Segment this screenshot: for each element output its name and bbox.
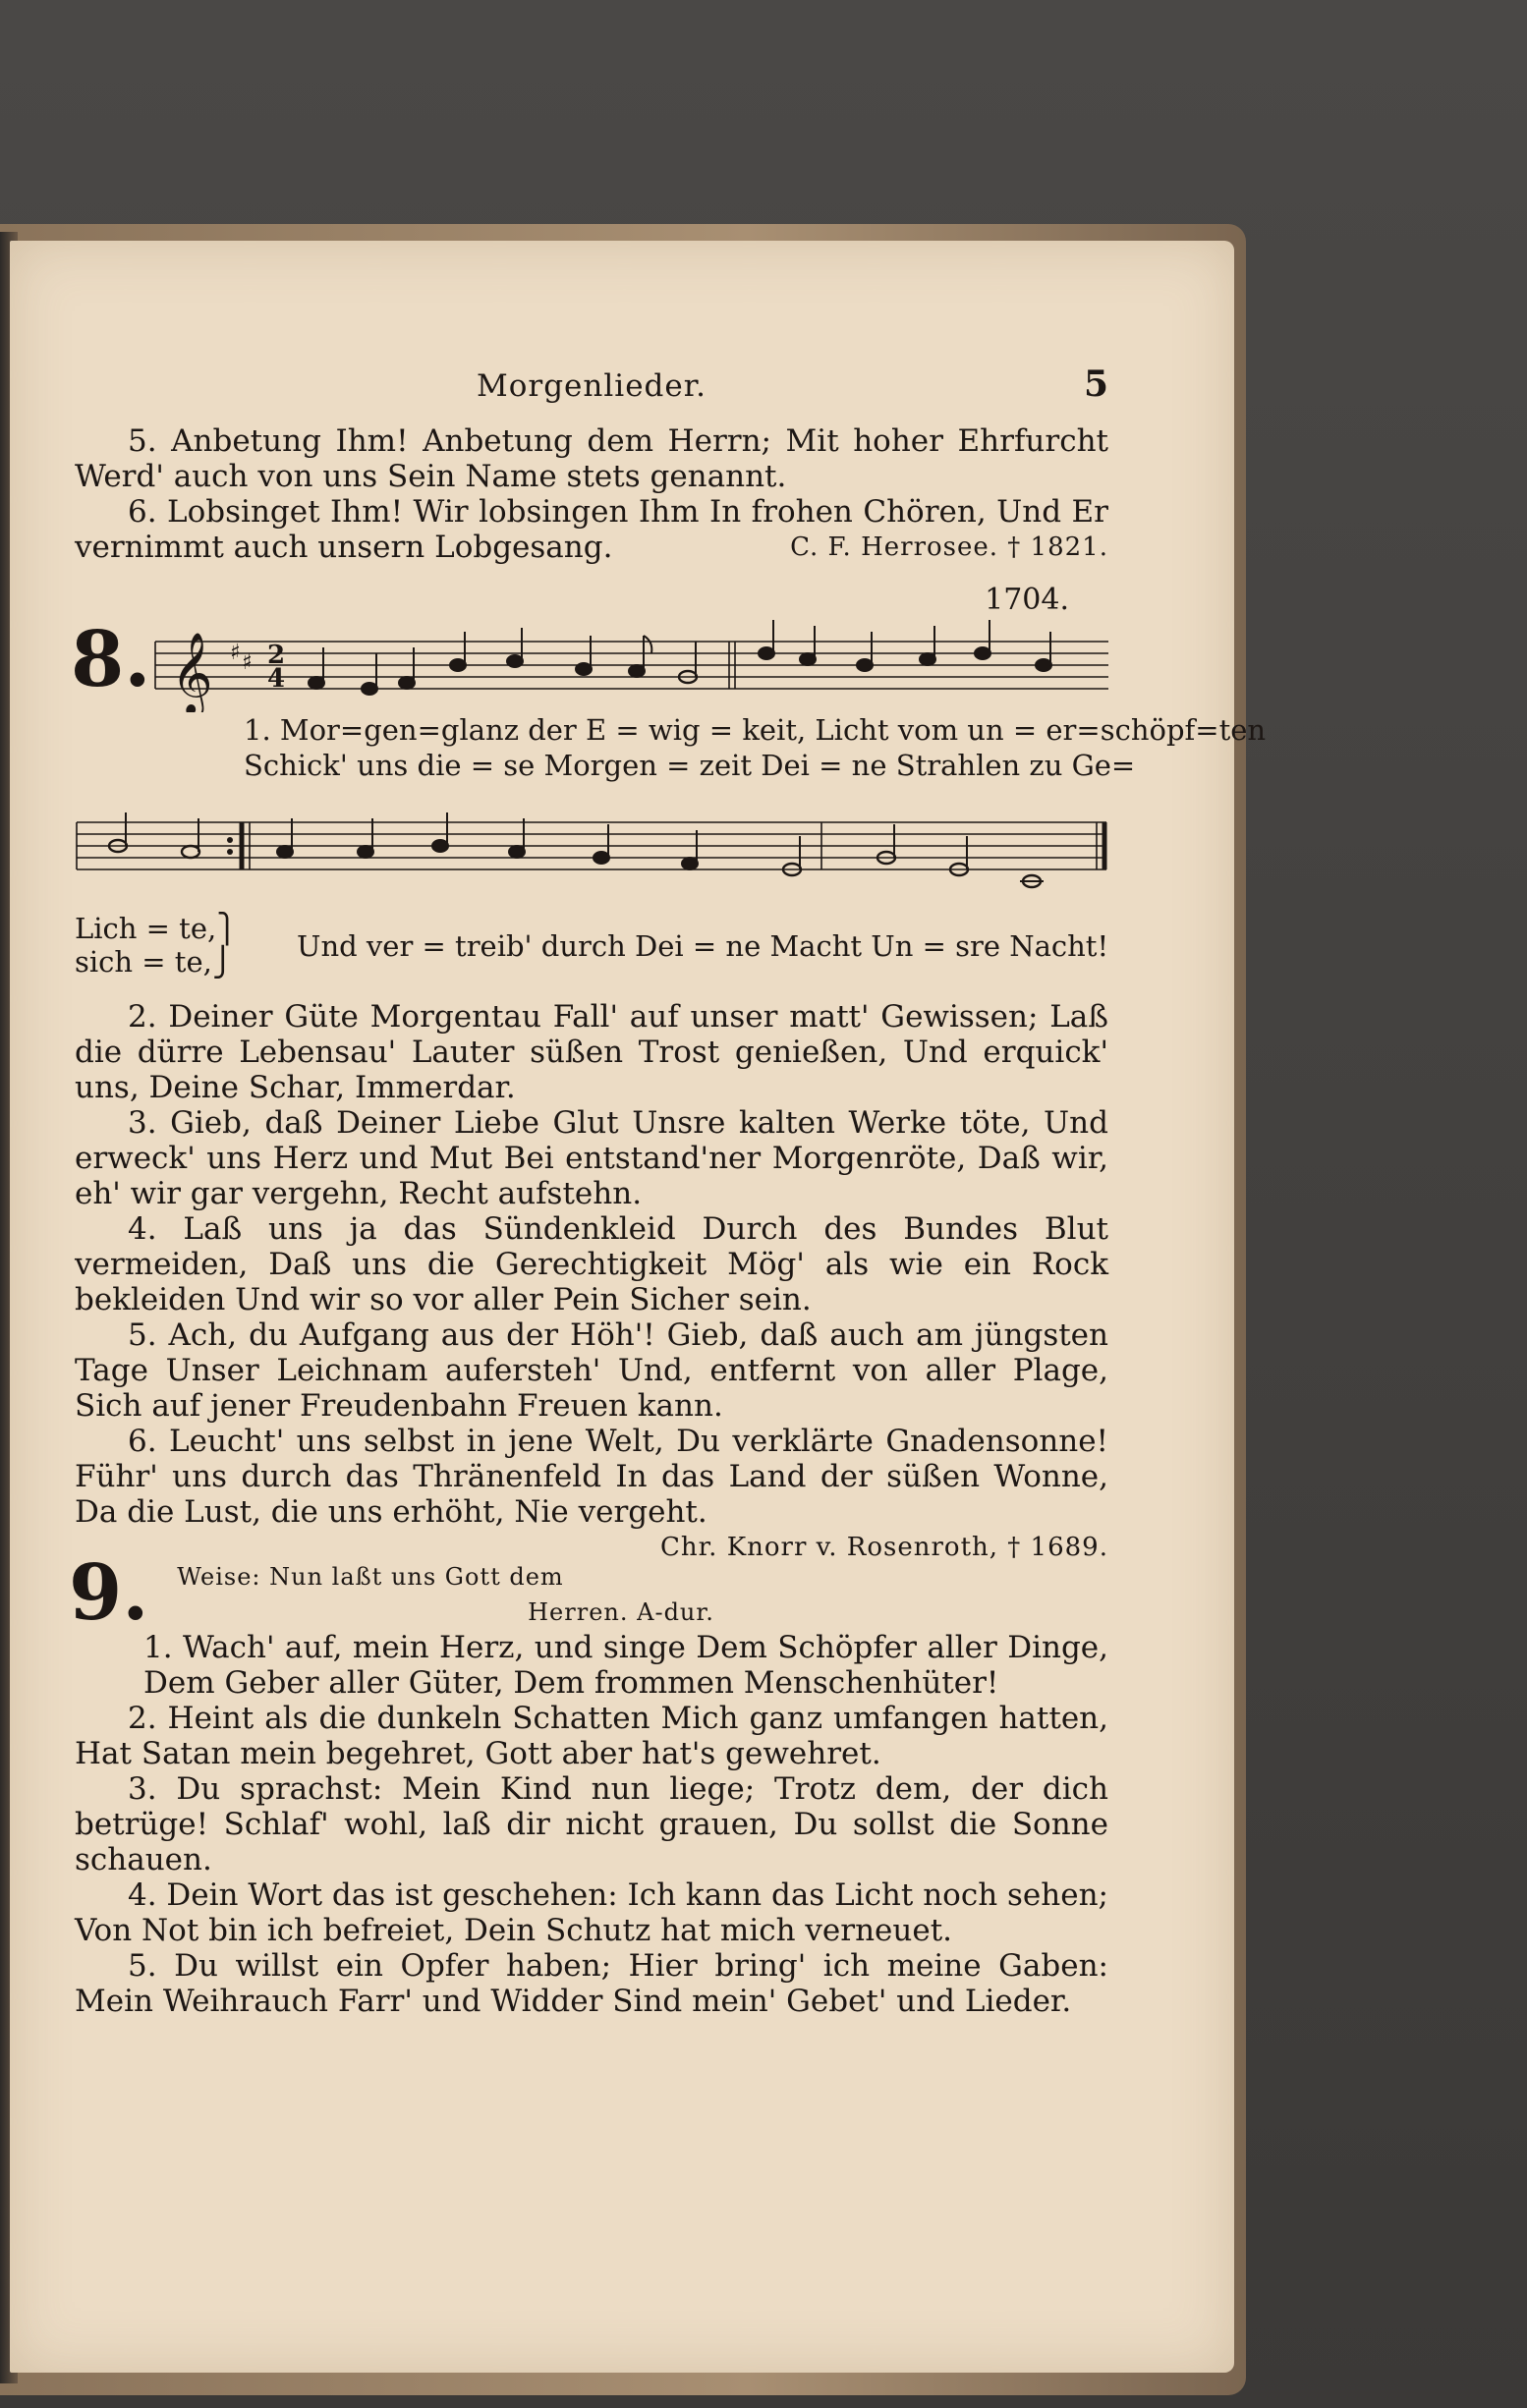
hymn8-author: Chr. Knorr v. Rosenroth, † 1689. xyxy=(659,1533,1108,1562)
hymn9-verse: 5. Du willst ein Opfer haben; Hier bring' ich meine Gaben: Mein Weihrauch Farr' und Widder Sind mein' Gebet' und Lieder. xyxy=(75,1948,1108,2019)
hymn7-author: C. F. Herrosee. † 1821. xyxy=(790,532,1108,562)
hymn8-year: 1704. xyxy=(985,583,1069,617)
time-signature-top: 2 xyxy=(267,641,286,670)
running-head: Morgenlieder. xyxy=(476,368,707,404)
hymn8-lyrics-block-1 xyxy=(75,712,1267,783)
hymn8-staff-1 xyxy=(71,615,1108,712)
hymn8-verse-6-text: 6. Leucht' uns selbst in jene Welt, Du verklärte Gnadensonne! Führ' uns durch das Thränenfeld In das Land der süßen Wonne, Da die Lust, die uns erhöht, Nie vergeht. xyxy=(75,1424,1108,1530)
hymn7-verse-6-text: 6. Lobsinget Ihm! Wir lobsingen Ihm In frohen Chören, Und Er vernimmt auch unsern Lobgesang. xyxy=(75,494,1108,565)
hymn7-verse-6 xyxy=(75,494,1108,565)
hymn8-verses xyxy=(75,999,1108,1562)
hymn8-verse-6 xyxy=(75,1424,1108,1562)
hymn8-ending-lyrics xyxy=(75,911,1109,979)
page-content xyxy=(69,364,1267,2019)
hymn9-verse-1: 1. Wach' auf, mein Herz, und singe Dem Schöpfer aller Dinge, Dem Geber aller Güter, Dem frommen Menschenhüter! xyxy=(143,1630,1108,1701)
svg-text:𝄞: 𝄞 xyxy=(171,631,213,712)
page-header xyxy=(75,364,1108,423)
ending-word-top: Lich = te,⎫ xyxy=(75,912,238,945)
music-staff-1 xyxy=(75,618,1108,712)
svg-text:♯: ♯ xyxy=(230,641,241,665)
hymn9-melody: Weise: Nun laßt uns Gott dem Herren. A-dur. xyxy=(177,1563,714,1626)
svg-text:♯: ♯ xyxy=(242,650,253,675)
hymn8-verse: 3. Gieb, daß Deiner Liebe Glut Unsre kalten Werke töte, Und erweck' uns Herz und Mut Bei entstand'ner Morgenröte, Daß wir, eh' wir gar vergehn, Recht aufstehn. xyxy=(75,1105,1108,1211)
ending-word-bottom: sich = te,⎭ xyxy=(75,945,234,979)
hymn8-lyrics-line-1: 1. Mor=gen=glanz der E = wig = keit, Licht vom un = er=schöpf=ten xyxy=(244,713,1267,747)
hymn9-verse: 4. Dein Wort das ist geschehen: Ich kann das Licht noch sehen; Von Not bin ich befreiet, Dein Schutz hat mich verneuet. xyxy=(75,1877,1108,1948)
ending-text: Und ver = treib' durch Dei = ne Macht Un = sre Nacht! xyxy=(297,929,1109,963)
page-number: 5 xyxy=(1083,364,1108,405)
hymn8-verse: 2. Deiner Güte Morgentau Fall' auf unser matt' Gewissen; Laß die dürre Lebensau' Lauter süßen Trost genießen, Und erquick' uns, Deine Schar, Immerdar. xyxy=(75,999,1108,1105)
hymn8-verse: 5. Ach, du Aufgang aus der Höh'! Gieb, daß auch am jüngsten Tage Unser Leichnam aufersteh' Und, entfernt von aller Plage, Sich auf jener Freudenbahn Freuen kann. xyxy=(75,1317,1108,1424)
hymn8-staff-2 xyxy=(75,812,1108,889)
hymn9-verse: 3. Du sprachst: Mein Kind nun liege; Trotz dem, der dich betrüge! Schlaf' wohl, laß dir nicht grauen, Du sollst die Sonne schauen. xyxy=(75,1771,1108,1877)
hymn8-lyrics-line-2: Schick' uns die = se Morgen = zeit Dei = ne Strahlen zu Ge= xyxy=(244,749,1136,782)
hymn9-number: 9. xyxy=(69,1548,149,1638)
hymn8-number: 8. xyxy=(71,615,151,704)
hymn7-verse-5: 5. Anbetung Ihm! Anbetung dem Herrn; Mit hoher Ehrfurcht Werd' auch von uns Sein Name stets genannt. xyxy=(75,423,1108,494)
hymn8-verse: 4. Laß uns ja das Sündenkleid Durch des Bundes Blut vermeiden, Daß uns die Gerechtigkeit Mög' als wie ein Rock bekleiden Und wir so vor aller Pein Sicher sein. xyxy=(75,1211,1108,1317)
hymn9-block xyxy=(69,1548,1108,2019)
music-staff-2 xyxy=(75,812,1108,889)
book-page xyxy=(10,241,1267,2373)
hymn9-verse: 2. Heint als die dunkeln Schatten Mich ganz umfangen hatten, Hat Satan mein begehret, Gott aber hat's gewehret. xyxy=(75,1701,1108,1771)
time-signature-bottom: 4 xyxy=(267,664,286,694)
